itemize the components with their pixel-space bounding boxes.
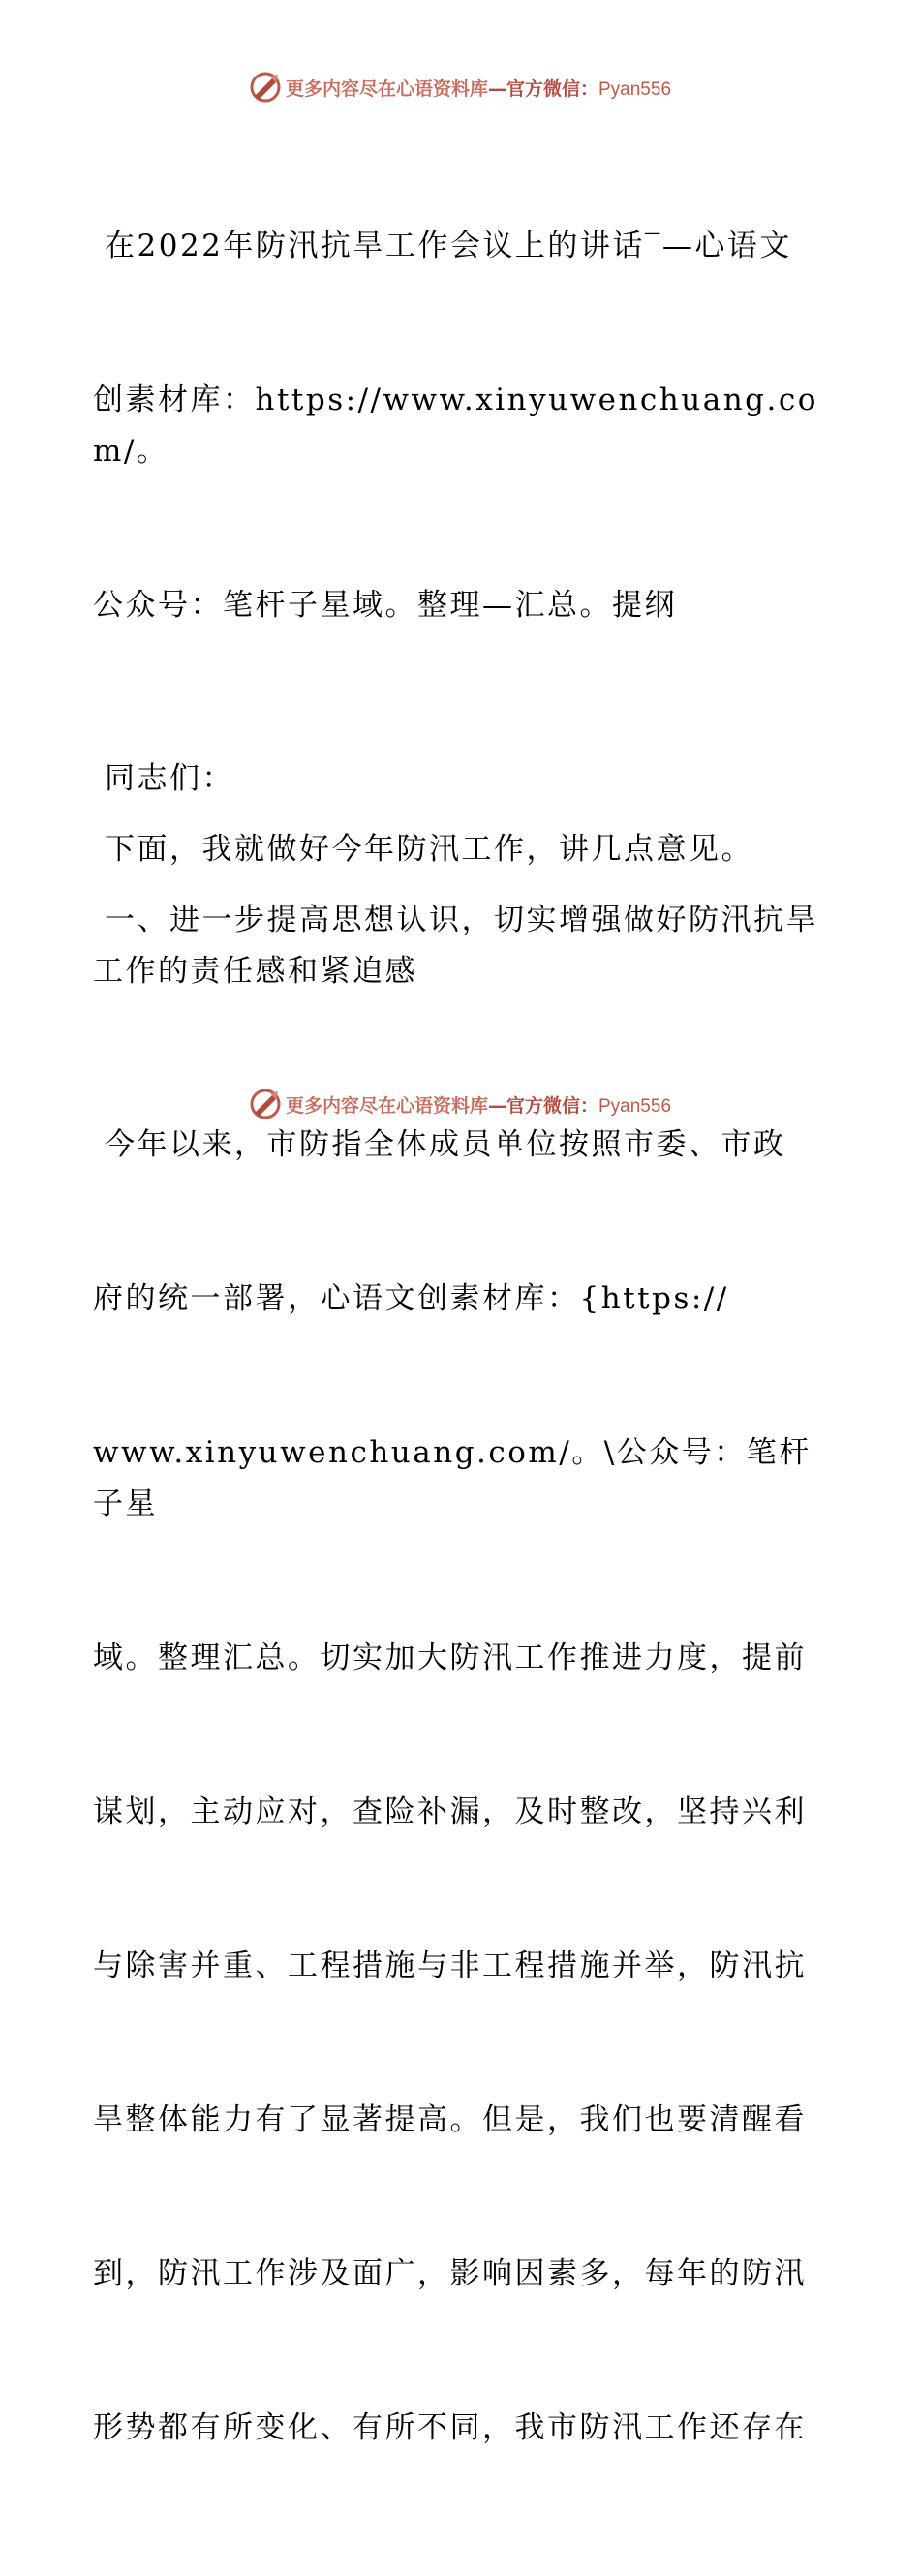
watermark-text — [286, 1091, 671, 1118]
title-line: 在2022年防汛抗旱工作会议上的讲话‾—心语文 — [105, 229, 792, 263]
watermark-id: Pyan556 — [598, 1095, 672, 1117]
title-line: 创素材库：https://www.xinyuwenchuang.com/。 — [93, 383, 818, 469]
watermark-mid: —官方微信： — [487, 1094, 598, 1117]
watermark-main: 更多内容尽在心语资料库 — [285, 77, 488, 100]
body-line: 与除害并重、工程措施与非工程措施并举，防汛抗 — [93, 1948, 807, 1983]
body-line: 到，防汛工作涉及面广，影响因素多，每年的防汛 — [93, 2256, 807, 2291]
body-line: 旱整体能力有了显著提高。但是，我们也要清醒看 — [93, 2102, 807, 2137]
watermark-banner-bottom — [0, 1085, 920, 1123]
body-line: 谋划，主动应对，查险补漏，及时整改，坚持兴利 — [93, 1794, 807, 1829]
body-line: www.xinyuwenchuang.com/。\公众号：笔杆子星 — [93, 1435, 812, 1521]
section-heading: 一、进一步提高思想认识，切实增强做好防汛抗旱工作的责任感和紧迫感 — [93, 903, 818, 989]
body-line: 今年以来，市防指全体成员单位按照市委、市政 — [105, 1127, 786, 1162]
logo-icon — [249, 71, 282, 104]
body-line: 府的统一部署，心语文创素材库：{https:// — [93, 1281, 729, 1316]
title-line: 公众号：笔杆子星域。整理—汇总。提纲 — [93, 588, 677, 623]
body-line: 域。整理汇总。切实加大防汛工作推进力度，提前 — [93, 1641, 807, 1675]
document-body — [93, 118, 829, 2576]
watermark-mid: —官方微信： — [487, 77, 598, 100]
body-paragraph — [93, 1017, 829, 2557]
watermark-text — [286, 75, 671, 101]
watermark-main: 更多内容尽在心语资料库 — [285, 1094, 488, 1117]
watermark-banner-top — [0, 68, 920, 107]
intro-paragraph: 下面，我就做好今年防汛工作，讲几点意见。 — [105, 832, 753, 867]
document-title — [93, 118, 829, 734]
body-line: 形势都有所变化、有所不同，我市防汛工作还存在 — [93, 2410, 807, 2445]
watermark-id: Pyan556 — [598, 78, 672, 100]
logo-icon — [249, 1088, 282, 1120]
greeting: 同志们： — [105, 761, 234, 796]
